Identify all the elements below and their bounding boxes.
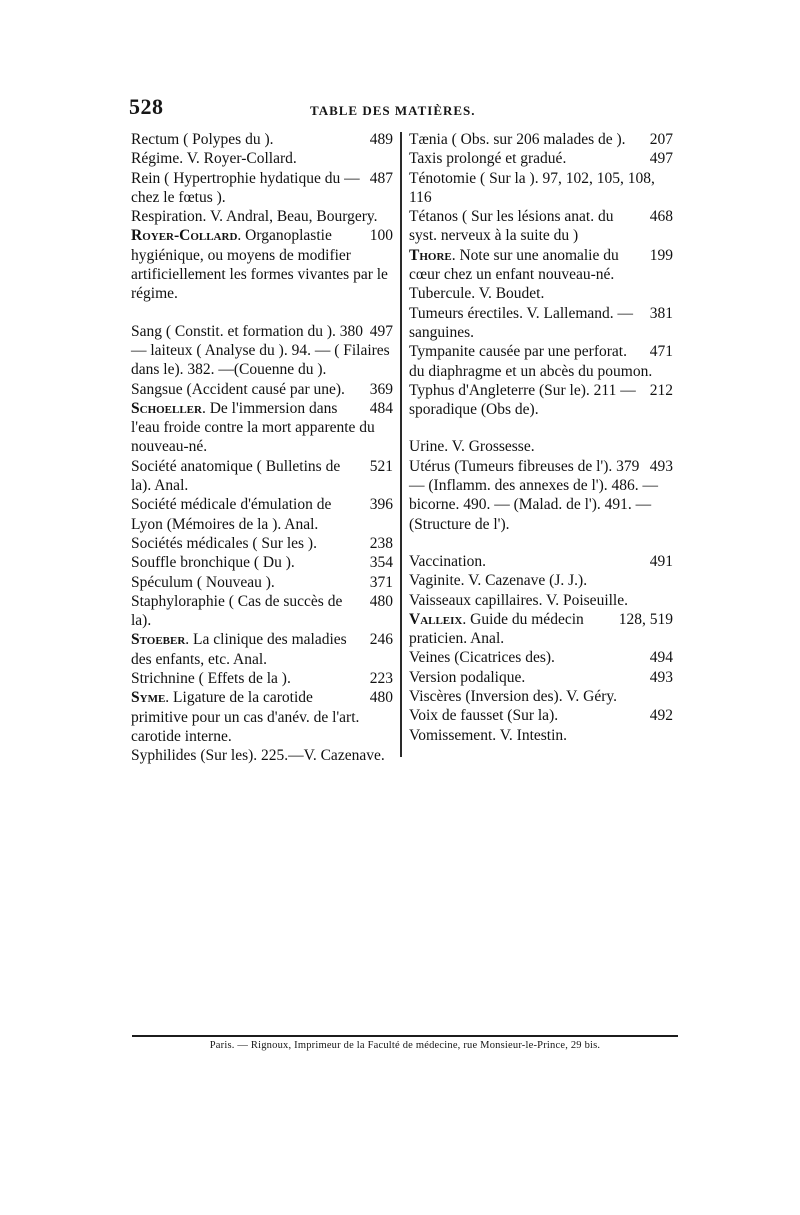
index-entry	[409, 149, 673, 168]
index-entry-text: (Sur les). 225.—V. Cazenave.	[196, 747, 385, 765]
index-entry-heading: Stoeber	[131, 631, 186, 649]
index-entry-text: causée par une perforat. du diaphragme et un abcès du poumon.	[409, 343, 653, 380]
index-entry-text: érectiles. V. Lallemand. — sanguines.	[409, 304, 634, 341]
index-entry-text: podalique.	[456, 668, 526, 686]
index-entry-heading: Sociétés	[131, 534, 183, 552]
index-entry-page: 468	[649, 208, 673, 226]
index-entry-text: ( Nouveau ).	[193, 573, 275, 591]
index-entry-heading: Viscères	[409, 688, 462, 706]
index-entry-page: 493	[649, 457, 673, 475]
index-column-right	[409, 130, 673, 745]
index-entry-text: . V. Intestin.	[492, 726, 568, 744]
index-entry-text: ( Constit. et formation du ). 380 — laiteux ( Analyse du ). 94. — ( Filaires dans le). 382. —(Couenne du ).	[131, 322, 390, 379]
index-entry-heading: Valleix	[409, 610, 463, 628]
index-entry-page: 212	[649, 381, 673, 399]
index-entry-page: 381	[649, 304, 673, 322]
index-entry-text: . Guide du médecin praticien. Anal.	[409, 610, 584, 648]
index-entry-text: . La clinique des maladies des enfants, etc. Anal.	[131, 631, 347, 668]
index-entry-page: 238	[369, 534, 393, 552]
index-entry-page: 128, 519	[618, 610, 673, 628]
index-entry	[131, 226, 393, 303]
index-entry	[409, 342, 673, 381]
index-entry-heading: Société	[131, 496, 177, 514]
index-entry-heading: Typhus	[409, 381, 455, 399]
index-entry-text: (Accident causé par une).	[182, 380, 345, 398]
index-entry-heading: Staphyloraphie	[131, 592, 225, 610]
index-entry-page: 491	[649, 552, 673, 570]
index-entry-page: 484	[369, 399, 393, 417]
index-entry-heading: Royer-Collard	[131, 227, 238, 245]
index-entry-text: ( Hypertrophie hydatique du — chez le fœtus ).	[131, 169, 360, 206]
index-entry-text: . Organoplastie hygiénique, ou moyens de modifier artificiellement les formes vivantes par le régime.	[131, 227, 388, 303]
index-entry-text: .	[482, 552, 487, 570]
index-entry-text: . De l'immersion dans l'eau froide contre la mort apparente du nouveau-né.	[131, 399, 375, 456]
index-entry-text: ( Sur la ). 97, 102, 105, 108, 116	[409, 169, 655, 206]
index-entry	[131, 534, 393, 553]
index-entry	[131, 688, 393, 746]
index-entry-text: d'Angleterre (Sur le). 211 — sporadique (Obs de).	[409, 381, 636, 419]
index-entry-text: (Inversion des). V. Géry.	[461, 688, 617, 706]
index-entry	[409, 706, 673, 725]
running-title: TABLE DES MATIÈRES.	[310, 103, 476, 118]
index-entry-heading: Syme	[131, 689, 166, 707]
index-entry-heading: Tænia	[409, 131, 448, 148]
show-through-texture	[125, 770, 685, 1020]
index-entry	[131, 149, 393, 168]
index-entry-heading: Utérus	[409, 457, 451, 475]
index-entry-text: médicale d'émulation de Lyon (Mémoires de la ). Anal.	[131, 496, 332, 533]
index-entry-page: 497	[369, 322, 393, 340]
page-number: 528	[129, 94, 164, 119]
index-entry	[409, 668, 673, 687]
index-entry-heading: Taxis	[409, 150, 443, 168]
index-entry-page: 471	[649, 343, 673, 361]
index-entry-text: (Cicatrices des).	[450, 649, 555, 667]
index-entry-heading: Société	[131, 457, 177, 475]
index-entry	[131, 746, 393, 765]
index-entry	[131, 399, 393, 457]
index-entry-heading: Vaginite	[409, 572, 461, 590]
index-entry-text: anatomique ( Bulletins de la). Anal.	[131, 457, 341, 495]
index-entry-text: . V. Boudet.	[471, 285, 545, 303]
index-entry	[409, 610, 673, 649]
index-entry	[409, 648, 673, 667]
index-entry-page: 521	[369, 457, 393, 475]
index-entry	[409, 169, 673, 208]
index-entry-heading: Vaisseaux	[409, 591, 471, 609]
index-entry	[131, 630, 393, 669]
index-entry	[131, 169, 393, 208]
index-entry-text: de fausset (Sur la).	[438, 707, 559, 725]
index-entry	[131, 592, 393, 631]
index-entry	[409, 130, 673, 149]
index-entry-page: 480	[369, 592, 393, 610]
index-entry-text: médicales ( Sur les ).	[182, 534, 317, 552]
index-entry	[131, 207, 393, 226]
index-entry-heading: Tympanite	[409, 343, 476, 361]
index-entry-page: 354	[369, 554, 393, 572]
index-entry	[131, 573, 393, 592]
index-entry-page: 494	[649, 649, 673, 667]
index-entry-page: 493	[649, 668, 673, 686]
index-entry-heading: Vomissement	[409, 726, 493, 744]
index-entry	[409, 457, 673, 534]
index-entry	[131, 457, 393, 496]
index-entry-page: 489	[369, 131, 393, 148]
index-entry-text: ( Obs. sur 206 malades de ).	[447, 131, 626, 148]
index-entry	[409, 591, 673, 610]
index-entry-text: bronchique ( Du ).	[176, 554, 295, 572]
index-entry-heading: Veines	[409, 649, 451, 667]
index-entry	[409, 687, 673, 706]
index-entry-heading: Voix	[409, 707, 439, 725]
index-entry-heading: Spéculum	[131, 573, 193, 591]
index-entry-text: . V. Andral, Beau, Bourgery.	[202, 208, 378, 226]
index-entry-text: ( Cas de succès de la).	[131, 592, 343, 630]
footer-rule	[132, 1035, 678, 1037]
index-entry	[131, 669, 393, 688]
index-entry-text: . V. Cazenave (J. J.).	[460, 572, 588, 590]
index-column-left	[131, 130, 393, 766]
index-entry	[131, 495, 393, 534]
index-entry-text: capillaires. V. Poiseuille.	[471, 591, 628, 609]
column-divider	[400, 132, 402, 757]
index-entry-heading: Souffle	[131, 554, 177, 572]
index-entry-page: 480	[369, 689, 393, 707]
index-entry-heading: Sangsue	[131, 380, 183, 398]
index-entry-page: 246	[369, 631, 393, 649]
index-entry-page: 100	[369, 227, 393, 245]
index-entry-heading: Rein	[131, 169, 161, 187]
index-entry-text: . V. Grossesse.	[444, 438, 535, 456]
index-entry	[131, 380, 393, 399]
index-entry-page: 492	[649, 707, 673, 725]
index-entry	[409, 207, 673, 246]
index-entry-text: ( Effets de la ).	[194, 670, 291, 688]
index-entry-heading: Tétanos	[409, 208, 459, 226]
index-entry-text: prolongé et gradué.	[442, 150, 567, 168]
index-entry	[409, 726, 673, 745]
index-entry-page: 487	[369, 169, 393, 187]
index-entry-page: 497	[649, 150, 673, 168]
index-entry-text: . Ligature de la carotide primitive pour un cas d'anév. de l'art. carotide interne.	[131, 689, 360, 745]
index-entry-text: ( Sur les lésions anat. du syst. nerveux à la suite du )	[409, 208, 614, 245]
index-entry-heading: Sang	[131, 322, 162, 340]
index-entry-heading: Vaccination	[409, 552, 483, 570]
index-entry	[409, 571, 673, 590]
index-entry-heading: Rectum	[131, 131, 180, 148]
index-entry-heading: Ténotomie	[409, 169, 477, 187]
index-entry-text: . V. Royer-Collard.	[179, 150, 297, 168]
index-entry-page: 371	[369, 573, 393, 591]
index-entry-page: 396	[369, 496, 393, 514]
index-entry-heading: Version	[409, 668, 457, 686]
index-entry	[131, 130, 393, 149]
index-entry	[409, 304, 673, 343]
index-entry-page: 199	[649, 246, 673, 264]
printer-imprint: Paris. — Rignoux, Imprimeur de la Faculté de médecine, rue Monsieur-le-Prince, 29 bis.	[209, 1040, 601, 1051]
index-entry-page: 369	[369, 380, 393, 398]
index-entry-page: 223	[369, 670, 393, 688]
index-entry-heading: Urine	[409, 438, 445, 456]
index-entry-heading: Strichnine	[131, 670, 195, 688]
index-entry	[131, 553, 393, 572]
index-entry-heading: Tumeurs	[409, 304, 464, 322]
index-entry	[409, 381, 673, 420]
index-entry-heading: Schoeller	[131, 399, 202, 417]
index-entry	[409, 284, 673, 303]
index-entry-heading: Régime	[131, 150, 180, 168]
index-entry	[409, 437, 673, 456]
index-entry-heading: Syphilides	[131, 747, 197, 765]
index-entry-page: 207	[649, 131, 673, 148]
index-entry-heading: Tubercule	[409, 285, 472, 303]
index-entry	[131, 322, 393, 380]
index-entry-heading: Thore	[409, 246, 452, 264]
index-entry-text: ( Polypes du ).	[179, 131, 274, 148]
index-entry-text: . Note sur une anomalie du cœur chez un enfant nouveau-né.	[409, 246, 619, 284]
index-entry	[409, 552, 673, 571]
index-entry	[409, 246, 673, 285]
index-entry-text: (Tumeurs fibreuses de l'). 379 — (Inflamm. des annexes de l'). 486. — bicorne. 490. — (Malad. de l'). 491. — (Structure de l').	[409, 457, 659, 533]
index-entry-heading: Respiration	[131, 208, 203, 226]
